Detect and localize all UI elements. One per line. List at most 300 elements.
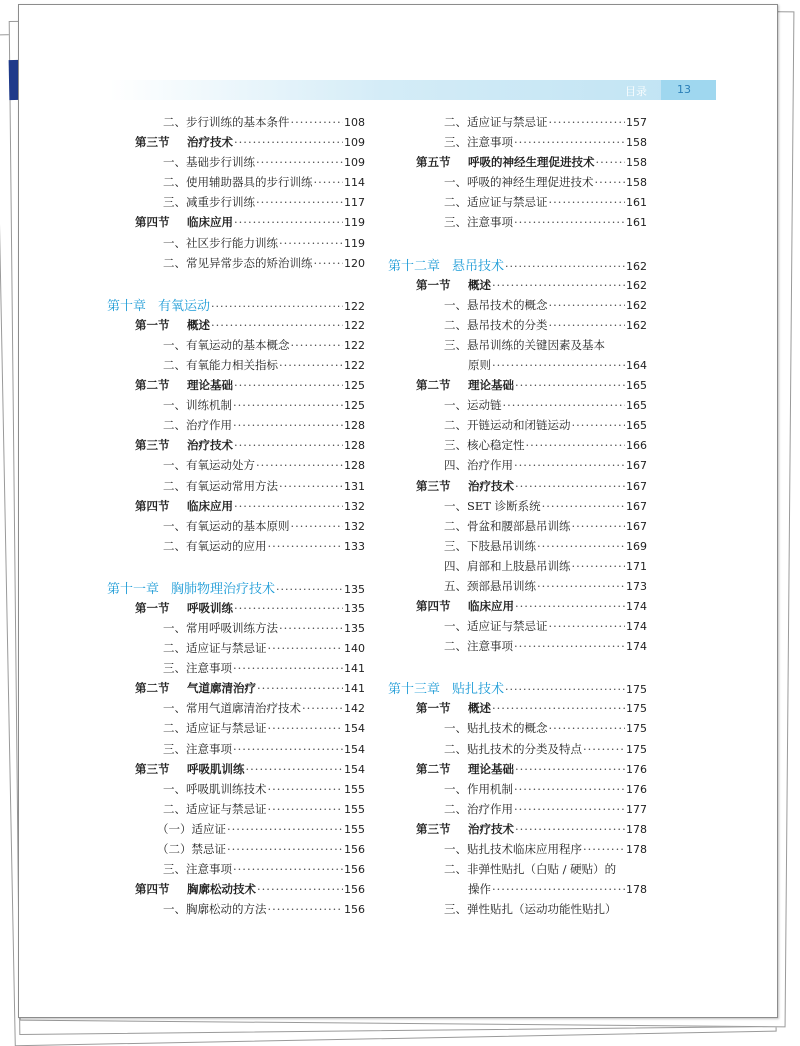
- toc-entry-title: [444, 337, 605, 353]
- toc-entry-title: [135, 680, 256, 696]
- toc-section[interactable]: [388, 821, 647, 841]
- toc-leader-dots: [505, 683, 625, 696]
- toc-leader-dots: [515, 479, 625, 493]
- toc-page-number: 122: [344, 358, 365, 372]
- toc-entry[interactable]: [388, 337, 647, 357]
- toc-section[interactable]: [107, 761, 365, 781]
- toc-entry-text: 有氧运动: [158, 298, 211, 314]
- toc-entry-title: [444, 801, 513, 817]
- toc-entry[interactable]: [388, 901, 647, 921]
- toc-entry-text: 二、适应证与禁忌证: [163, 721, 267, 736]
- toc-page-number: 125: [344, 399, 365, 413]
- toc-page-number: 109: [344, 156, 365, 170]
- toc-leader-dots: [268, 539, 344, 553]
- toc-entry-text: （二）禁忌证: [157, 842, 226, 856]
- toc-page-number: 154: [344, 742, 365, 756]
- toc-entry-title: [163, 538, 267, 554]
- toc-entry-text: 理论基础: [187, 378, 233, 393]
- toc-entry-text: 三、注意事项: [163, 661, 232, 676]
- toc-entry[interactable]: [388, 618, 647, 638]
- toc-page-number: 158: [626, 156, 647, 170]
- toc-page-number: 175: [626, 702, 647, 716]
- toc-entry-title: [135, 600, 233, 616]
- toc-leader-dots: [279, 236, 343, 250]
- toc-entry[interactable]: [388, 638, 647, 658]
- toc-page-number: 167: [626, 519, 647, 533]
- toc-page-number: 165: [626, 399, 647, 413]
- toc-leader-dots: [572, 418, 626, 432]
- toc-leader-dots: [583, 742, 625, 756]
- toc-section[interactable]: [107, 498, 365, 518]
- toc-entry-title: [135, 437, 233, 453]
- toc-entry-text: 一、常用气道廓清治疗技术: [163, 701, 301, 716]
- toc-leader-dots: [505, 260, 625, 273]
- toc-entry-text: 二、有氧运动常用方法: [163, 478, 278, 493]
- toc-leader-dots: [514, 215, 625, 229]
- toc-leader-dots: [234, 215, 343, 229]
- toc-leader-dots: [537, 579, 625, 593]
- toc-entry[interactable]: [107, 741, 365, 761]
- toc-entry-text: 一、胸廓松动的方法: [163, 902, 267, 917]
- toc-entry[interactable]: [388, 558, 647, 578]
- toc-page-number: 156: [344, 863, 365, 877]
- toc-leader-dots: [234, 135, 343, 149]
- toc-entry[interactable]: [388, 194, 647, 214]
- toc-entry-title: [135, 498, 233, 514]
- toc-entry-text: 一、呼吸的神经生理促进技术: [444, 175, 594, 190]
- toc-entry-text: 一、呼吸肌训练技术: [163, 781, 267, 796]
- toc-page-number: 156: [344, 903, 365, 917]
- toc-page-number: 176: [626, 762, 647, 776]
- toc-entry-title: [416, 598, 514, 614]
- toc-entry[interactable]: [388, 174, 647, 194]
- toc-entry-title: [163, 781, 267, 797]
- toc-entry-title: [444, 558, 571, 574]
- toc-entry[interactable]: [388, 781, 647, 801]
- toc-page-number: 141: [344, 662, 365, 676]
- toc-entry[interactable]: [388, 498, 647, 518]
- toc-entry-text: 一、有氧运动的基本概念: [163, 337, 290, 352]
- toc-leader-dots: [572, 519, 626, 533]
- toc-entry-title: [444, 457, 513, 473]
- toc-entry-text: 二、常见异常步态的矫治训练: [163, 255, 313, 270]
- toc-leader-dots: [302, 701, 343, 715]
- toc-section[interactable]: [388, 478, 647, 498]
- toc-entry-text: 二、适应证与禁忌证: [163, 801, 267, 816]
- toc-leader-dots: [233, 661, 343, 675]
- toc-page-number: 161: [626, 216, 647, 230]
- toc-leader-dots: [227, 822, 343, 836]
- toc-entry[interactable]: [107, 720, 365, 740]
- toc-leader-dots: [515, 599, 625, 613]
- toc-page-number: 154: [344, 762, 365, 776]
- toc-entry-title: [444, 901, 617, 917]
- toc-entry-text: 五、颈部悬吊训练: [444, 578, 536, 593]
- toc-entry-continuation[interactable]: [388, 357, 647, 377]
- toc-entry-text: 治疗技术: [187, 438, 233, 453]
- toc-entry[interactable]: [107, 781, 365, 801]
- toc-entry[interactable]: [107, 337, 365, 357]
- toc-page-number: 158: [626, 136, 647, 150]
- toc-entry[interactable]: [107, 255, 365, 275]
- toc-entry-text: 一、SET 诊断系统: [444, 498, 541, 513]
- toc-entry-number: 第十二章: [388, 258, 441, 274]
- toc-entry[interactable]: [388, 538, 647, 558]
- toc-section[interactable]: [107, 214, 365, 234]
- toc-entry-text: 概述: [187, 317, 210, 332]
- toc-leader-dots: [549, 721, 626, 735]
- toc-leader-dots: [595, 175, 626, 189]
- toc-entry-text: 治疗技术: [187, 135, 233, 150]
- toc-entry-title: [416, 761, 514, 777]
- toc-leader-dots: [268, 721, 344, 735]
- toc-leader-dots: [514, 135, 625, 149]
- toc-section[interactable]: [107, 317, 365, 337]
- toc-entry-text: 理论基础: [468, 761, 514, 776]
- toc-page-number: 141: [344, 682, 365, 696]
- toc-page-number: 142: [344, 702, 365, 716]
- toc-section[interactable]: [107, 680, 365, 700]
- toc-entry-number: 第四节: [135, 498, 170, 513]
- toc-entry[interactable]: [388, 437, 647, 457]
- toc-entry-text: 一、有氧运动处方: [163, 458, 255, 473]
- toc-entry-title: [163, 518, 290, 534]
- toc-entry-title: [444, 618, 548, 634]
- toc-entry-text: 三、注意事项: [444, 215, 513, 230]
- toc-page-number: 128: [344, 459, 365, 473]
- toc-page-number: 125: [344, 379, 365, 393]
- toc-entry-title: [163, 194, 255, 210]
- toc-entry-number: 第二节: [135, 378, 170, 393]
- header-page-number: 13: [661, 80, 716, 100]
- toc-entry[interactable]: [107, 194, 365, 214]
- toc-entry-text: 三、悬吊训练的关键因素及基本: [444, 337, 605, 352]
- toc-entry[interactable]: [107, 660, 365, 680]
- toc-entry[interactable]: [107, 640, 365, 660]
- toc-entry[interactable]: [107, 114, 365, 134]
- toc-entry-text: 气道廓清治疗: [187, 681, 256, 696]
- toc-entry-title: [163, 255, 313, 271]
- toc-leader-dots: [549, 619, 626, 633]
- toc-entry-title: [135, 377, 233, 393]
- toc-entry-number: 第十章: [107, 298, 147, 314]
- toc-entry-text: 一、贴扎技术临床应用程序: [444, 842, 582, 856]
- toc-entry-title: [444, 498, 541, 514]
- toc-chapter[interactable]: [388, 255, 647, 277]
- toc-entry-title: [163, 417, 232, 433]
- toc-entry[interactable]: [388, 578, 647, 598]
- toc-entry[interactable]: [107, 801, 365, 821]
- toc-entry-title: [444, 538, 536, 554]
- toc-entry-text: （一）适应证: [157, 821, 226, 836]
- toc-section[interactable]: [107, 377, 365, 397]
- toc-chapter[interactable]: [388, 678, 647, 700]
- toc-leader-dots: [234, 438, 343, 452]
- toc-entry-text: 二、治疗作用: [444, 801, 513, 816]
- toc-entry-text: 三、注意事项: [163, 862, 232, 877]
- toc-leader-dots: [291, 519, 344, 533]
- toc-section[interactable]: [388, 598, 647, 618]
- toc-entry-text: 一、常用呼吸训练方法: [163, 620, 278, 635]
- toc-entry-continuation[interactable]: [388, 881, 647, 901]
- toc-leader-dots: [537, 539, 625, 553]
- toc-entry-number: 第四节: [135, 215, 170, 230]
- toc-entry-title: [163, 901, 267, 917]
- toc-entry-title: [163, 235, 278, 251]
- toc-entry[interactable]: [388, 114, 647, 134]
- toc-entry-title: [444, 861, 616, 877]
- toc-page-number: 156: [344, 883, 365, 897]
- toc-section[interactable]: [388, 700, 647, 720]
- toc-entry-text: 操作: [468, 882, 491, 897]
- toc-entry[interactable]: [107, 700, 365, 720]
- toc-page-number: 167: [626, 479, 647, 493]
- toc-entry-title: [444, 397, 502, 413]
- toc-page-number: 117: [344, 196, 365, 210]
- toc-entry[interactable]: [388, 861, 647, 881]
- toc-entry-title: [416, 154, 595, 170]
- toc-entry[interactable]: [107, 478, 365, 498]
- toc-entry-title: [163, 801, 267, 817]
- toc-leader-dots: [492, 278, 625, 292]
- toc-page-number: 154: [344, 722, 365, 736]
- toc-page-number: 173: [626, 579, 647, 593]
- toc-page-number: 164: [626, 358, 647, 372]
- toc-entry[interactable]: [107, 620, 365, 640]
- toc-entry-title: [416, 377, 514, 393]
- toc-entry[interactable]: [107, 538, 365, 558]
- toc-leader-dots: [234, 499, 343, 513]
- toc-entry-title: [444, 174, 594, 190]
- toc-page-number: 174: [626, 600, 647, 614]
- toc-leader-dots: [542, 499, 625, 513]
- toc-entry[interactable]: [388, 518, 647, 538]
- toc-entry-text: 三、减重步行训练: [163, 195, 255, 210]
- toc-entry-text: 四、治疗作用: [444, 458, 513, 473]
- toc-page-number: 166: [626, 439, 647, 453]
- toc-leader-dots: [572, 559, 626, 573]
- toc-entry[interactable]: [388, 457, 647, 477]
- toc-right-column: [388, 114, 647, 921]
- toc-page-number: 165: [626, 379, 647, 393]
- toc-entry-text: 治疗技术: [468, 821, 514, 836]
- toc-gap: [388, 658, 647, 678]
- toc-leader-dots: [279, 358, 343, 372]
- toc-section[interactable]: [107, 437, 365, 457]
- toc-entry-text: 理论基础: [468, 378, 514, 393]
- toc-subitem[interactable]: [107, 821, 365, 841]
- toc-leader-dots: [549, 115, 626, 129]
- toc-entry-title: [468, 881, 491, 897]
- toc-entry-title: [163, 397, 232, 413]
- toc-gap: [388, 235, 647, 255]
- toc-entry-number: 第三节: [135, 135, 170, 150]
- toc-entry-title: [163, 337, 290, 353]
- toc-leader-dots: [233, 742, 343, 756]
- toc-entry[interactable]: [107, 397, 365, 417]
- toc-entry[interactable]: [107, 861, 365, 881]
- toc-entry-text: 概述: [468, 701, 491, 716]
- toc-left-column: [107, 114, 365, 921]
- toc-entry[interactable]: [388, 841, 647, 861]
- toc-page-number: 162: [626, 318, 647, 332]
- toc-entry-text: 胸廓松动技术: [187, 882, 256, 897]
- toc-page-number: 162: [626, 298, 647, 312]
- toc-entry[interactable]: [107, 174, 365, 194]
- toc-entry[interactable]: [107, 901, 365, 921]
- toc-leader-dots: [596, 155, 626, 169]
- toc-entry-title: [444, 214, 513, 230]
- toc-entry-title: [135, 134, 233, 150]
- toc-section[interactable]: [388, 154, 647, 174]
- toc-entry-text: 二、适应证与禁忌证: [163, 641, 267, 656]
- toc-leader-dots: [227, 842, 343, 856]
- toc-entry-number: 第一节: [135, 317, 170, 332]
- toc-entry-title: [163, 660, 232, 676]
- toc-chapter[interactable]: [107, 578, 365, 600]
- toc-section[interactable]: [107, 600, 365, 620]
- toc-leader-dots: [515, 378, 625, 392]
- toc-page-number: 165: [626, 419, 647, 433]
- toc-page-number: 114: [344, 176, 365, 190]
- toc-leader-dots: [279, 621, 343, 635]
- toc-entry[interactable]: [388, 214, 647, 234]
- toc-entry-text: 三、弹性贴扎（运动功能性贴扎）: [444, 902, 617, 917]
- toc-leader-dots: [233, 398, 343, 412]
- toc-page-number: 158: [626, 176, 647, 190]
- toc-entry[interactable]: [388, 317, 647, 337]
- toc-entry[interactable]: [107, 417, 365, 437]
- toc-entry-number: 第三节: [135, 761, 170, 776]
- toc-leader-dots: [268, 802, 344, 816]
- toc-entry-title: [444, 841, 582, 857]
- toc-page-number: 178: [626, 822, 647, 836]
- toc-entry-text: 贴扎技术: [452, 682, 505, 698]
- toc-page-number: 108: [344, 116, 365, 129]
- toc-entry-title: [388, 678, 504, 697]
- toc-entry-text: 二、贴扎技术的分类及特点: [444, 741, 582, 756]
- toc-leader-dots: [257, 882, 343, 896]
- toc-page-number: 133: [344, 539, 365, 553]
- toc-leader-dots: [268, 902, 344, 916]
- toc-entry-text: 三、注意事项: [163, 741, 232, 756]
- toc-page-number: 174: [626, 620, 647, 634]
- toc-entry-title: [135, 761, 245, 777]
- toc-entry-title: [444, 134, 513, 150]
- toc-page-number: 177: [626, 802, 647, 816]
- toc-chapter[interactable]: [107, 295, 365, 317]
- toc-entry-number: 第三节: [416, 478, 451, 493]
- toc-page-number: 169: [626, 539, 647, 553]
- toc-leader-dots: [503, 398, 626, 412]
- toc-entry[interactable]: [388, 741, 647, 761]
- toc-leader-dots: [233, 418, 343, 432]
- toc-entry-number: 第二节: [135, 681, 170, 696]
- toc-entry-title: [135, 881, 256, 897]
- toc-entry[interactable]: [388, 134, 647, 154]
- toc-page-number: 178: [626, 883, 647, 897]
- toc-page-number: 155: [344, 822, 365, 836]
- toc-entry-title: [444, 720, 548, 736]
- toc-subitem[interactable]: [107, 841, 365, 861]
- toc-leader-dots: [549, 195, 626, 209]
- toc-entry[interactable]: [107, 154, 365, 174]
- toc-entry-text: 四、肩部和上肢悬吊训练: [444, 558, 571, 573]
- toc-entry-title: [163, 154, 255, 170]
- toc-entry[interactable]: [388, 297, 647, 317]
- toc-entry[interactable]: [107, 235, 365, 255]
- toc-page-number: 128: [344, 419, 365, 433]
- toc-page-number: 120: [344, 256, 365, 270]
- toc-entry-text: 临床应用: [468, 599, 514, 614]
- toc-entry-title: [388, 255, 504, 274]
- toc-page-number: 155: [344, 782, 365, 796]
- toc-leader-dots: [234, 378, 343, 392]
- toc-page-number: 135: [344, 621, 365, 635]
- toc-entry-number: 第十一章: [107, 581, 160, 597]
- toc-section[interactable]: [388, 377, 647, 397]
- toc-page-number: 167: [626, 499, 647, 513]
- toc-entry-text: 一、有氧运动的基本原则: [163, 518, 290, 533]
- toc-entry-title: [444, 114, 548, 130]
- toc-leader-dots: [257, 681, 343, 695]
- toc-entry-title: [163, 174, 313, 190]
- toc-leader-dots: [515, 762, 625, 776]
- toc-section[interactable]: [388, 277, 647, 297]
- toc-leader-dots: [314, 256, 344, 270]
- toc-entry-text: 呼吸肌训练: [187, 761, 245, 776]
- toc-entry-text: 二、有氧运动的应用: [163, 538, 267, 553]
- toc-entry-title: [157, 821, 226, 837]
- toc-entry-title: [444, 194, 548, 210]
- toc-section[interactable]: [107, 881, 365, 901]
- toc-entry-number: 第三节: [135, 438, 170, 453]
- toc-leader-dots: [514, 639, 625, 653]
- toc-entry-number: 第一节: [416, 701, 451, 716]
- toc-section[interactable]: [388, 761, 647, 781]
- toc-entry[interactable]: [107, 518, 365, 538]
- toc-page-number: 162: [626, 259, 647, 273]
- toc-entry-text: 临床应用: [187, 215, 233, 230]
- toc-entry-text: 呼吸的神经生理促进技术: [468, 155, 595, 170]
- toc-leader-dots: [583, 842, 625, 856]
- toc-entry[interactable]: [107, 457, 365, 477]
- toc-entry[interactable]: [388, 720, 647, 740]
- toc-page-number: 171: [626, 559, 647, 573]
- toc-entry[interactable]: [388, 801, 647, 821]
- toc-entry-title: [163, 700, 301, 716]
- toc-page-number: 135: [344, 582, 365, 596]
- toc-entry-title: [163, 741, 232, 757]
- toc-section[interactable]: [107, 134, 365, 154]
- toc-page-number: 122: [344, 318, 365, 332]
- toc-entry[interactable]: [107, 357, 365, 377]
- toc-entry-text: 二、注意事项: [444, 639, 513, 654]
- toc-leader-dots: [246, 762, 344, 776]
- toc-entry-text: 二、治疗作用: [163, 418, 232, 433]
- toc-entry-text: 三、注意事项: [444, 135, 513, 150]
- toc-entry-title: [163, 861, 232, 877]
- toc-leader-dots: [276, 583, 343, 596]
- toc-entry-text: 二、悬吊技术的分类: [444, 317, 548, 332]
- toc-entry-title: [468, 357, 491, 373]
- toc-entry[interactable]: [388, 397, 647, 417]
- toc-entry-text: 呼吸训练: [187, 600, 233, 615]
- toc-entry-title: [416, 478, 514, 494]
- toc-entry[interactable]: [388, 417, 647, 437]
- toc-gap: [107, 275, 365, 295]
- toc-leader-dots: [279, 479, 343, 493]
